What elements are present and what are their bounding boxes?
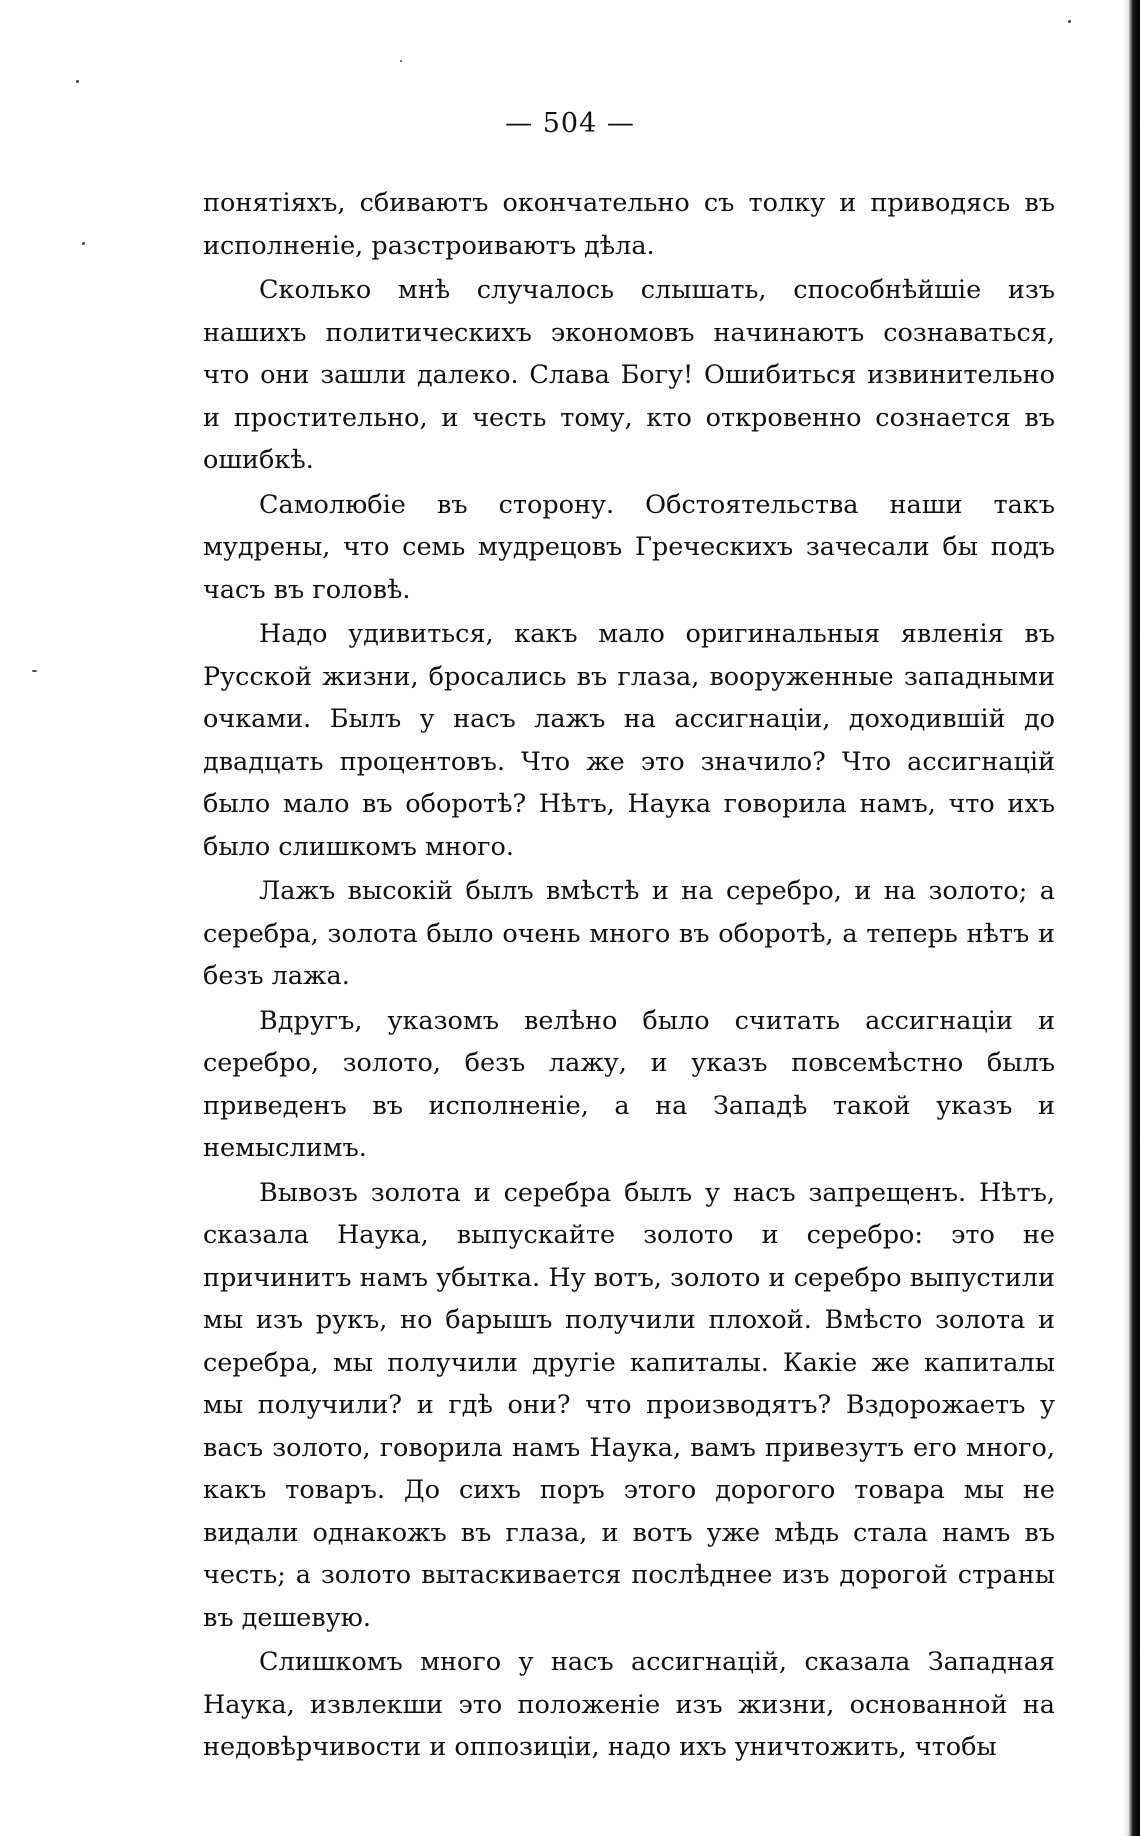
paragraph-continued: понятіяхъ, сбиваютъ окончательно съ толку и приводясь въ исполненіе, разстроиваютъ дѣла. (203, 188, 1055, 261)
paragraph: Слишкомъ много у насъ ассигнацій, сказала Западная Наука, извлекши это положеніе изъ жизни, основанной на недовѣрчивости и оппозиціи, надо ихъ уничтожить, чтобы (203, 1647, 1055, 1762)
paragraph: Вывозъ золота и серебра былъ у насъ запрещенъ. Нѣтъ, сказала Наука, выпускайте золото и серебро: это не причинитъ намъ убытка. Ну вотъ, золото и серебро выпустили мы изъ рукъ, но барышъ получили плохой. Вмѣсто золота и серебра, мы получили другіе капиталы. Какіе же капиталы мы получили? и гдѣ они? что производятъ? Вздорожаетъ у васъ золото, говорила намъ Наука, вамъ привезутъ его много, какъ товаръ. До сихъ поръ этого дорогого товара мы не видали однакожъ въ глаза, и вотъ уже мѣдь стала намъ въ честь; а золото вытаскивается послѣднее изъ дорогой страны въ дешевую. (203, 1177, 1055, 1633)
paragraph: Сколько мнѣ случалось слышать, способнѣйшіе изъ нашихъ политическихъ экономовъ начинаютъ сознаваться, что они зашли далеко. Слава Богу! Ошибиться извинительно и простительно, и честь тому, кто откровенно сознается въ ошибкѣ. (203, 275, 1055, 475)
paragraph: Лажъ высокій былъ вмѣстѣ и на серебро, и на золото; а серебра, золота было очень много въ оборотѣ, а теперь нѣтъ и безъ лажа. (203, 876, 1055, 991)
paragraph: Самолюбіе въ сторону. Обстоятельства наши такъ мудрены, что семь мудрецовъ Греческихъ зачесали бы подъ часъ въ головѣ. (203, 489, 1055, 605)
page-number: — 504 — (505, 108, 635, 139)
scan-speck (82, 242, 85, 245)
scan-speck (1068, 20, 1071, 23)
paragraph: Вдругъ, указомъ велѣно было считать ассигнаціи и серебро, золото, безъ лажу, и указъ повсемѣстно былъ приведенъ въ исполненіе, а на Западѣ такой указъ и немыслимъ. (203, 1005, 1055, 1163)
page-edge-shadow (1122, 0, 1140, 1836)
scan-speck (400, 60, 402, 62)
body-text (203, 182, 1055, 1771)
scan-speck (76, 80, 79, 83)
scan-speck (32, 670, 37, 672)
paragraph: Надо удивиться, какъ мало оригинальныя явленія въ Русской жизни, бросались въ глаза, вооруженные западными очками. Былъ у насъ лажъ на ассигнаціи, доходившій до двадцать процентовъ. Что же это значило? Что ассигнацій было мало въ оборотѣ? Нѣтъ, Наука говорила намъ, что ихъ было слишкомъ много. (203, 619, 1055, 862)
